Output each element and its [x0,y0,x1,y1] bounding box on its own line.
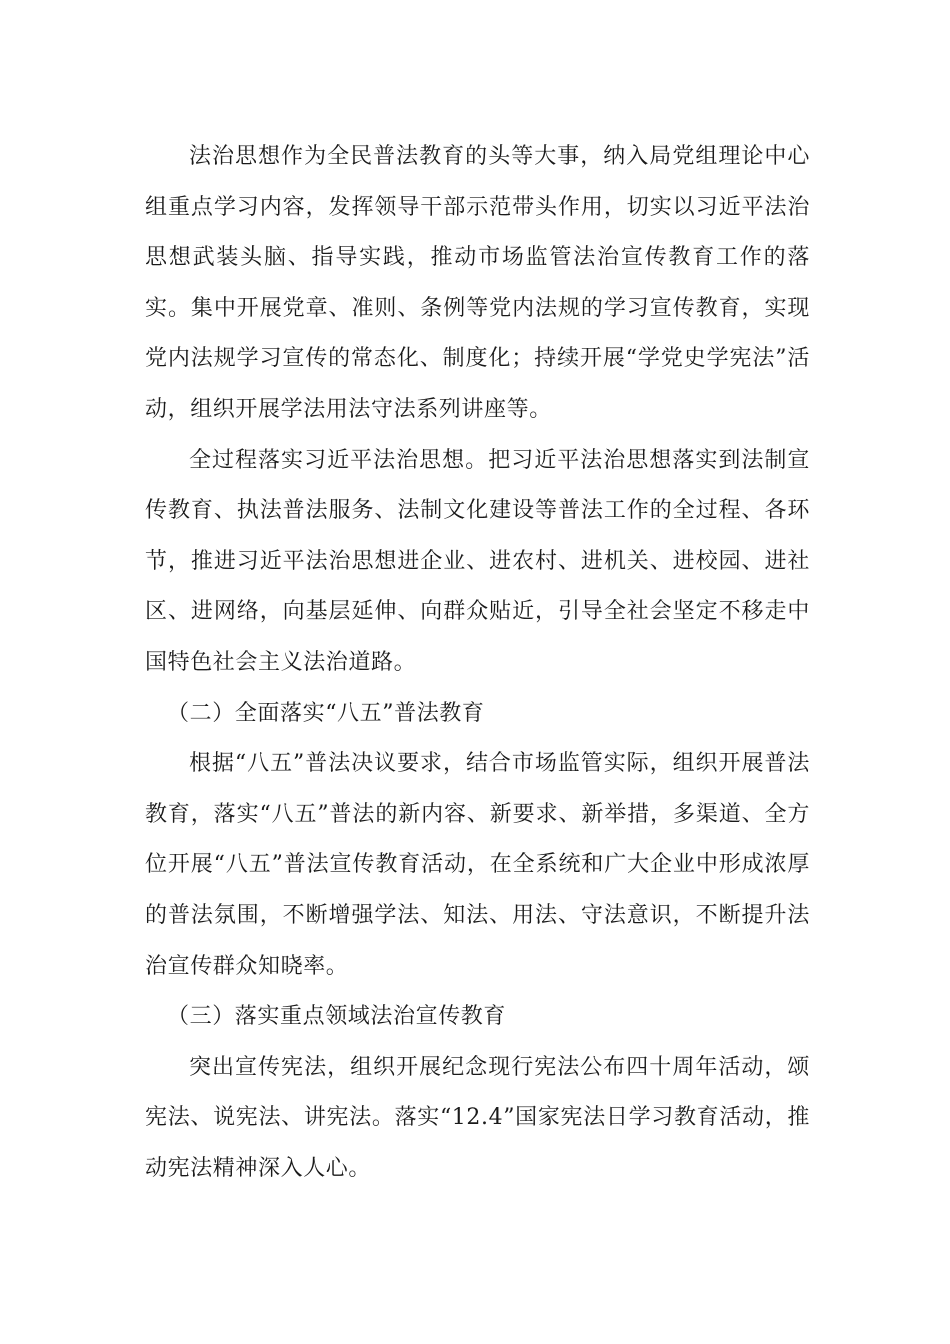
section-heading-3: （三）落实重点领域法治宣传教育 [167,1004,507,1030]
document-body [145,132,810,1194]
paragraph-eighth-five-year: 根据“八五”普法决议要求，结合市场监管实际，组织开展普法教育，落实“八五”普法的新内容、新要求、新举措，多渠道、全方位开展“八五”普法宣传教育活动，在全系统和广大企业中形成浓厚的普法氛围，不断增强学法、知法、用法、守法意识，不断提升法治宣传群众知晓率。 [145,751,810,979]
paragraph-constitution: 突出宣传宪法，组织开展纪念现行宪法公布四十周年活动，颂宪法、说宪法、讲宪法。落实“12.4”国家宪法日学习教育活动，推动宪法精神深入人心。 [145,1054,810,1181]
paragraph-party-regulations: 法治思想作为全民普法教育的头等大事，纳入局党组理论中心组重点学习内容，发挥领导干部示范带头作用，切实以习近平法治思想武装头脑、指导实践，推动市场监管法治宣传教育工作的落实。集中开展党章、准则、条例等党内法规的学习宣传教育，实现党内法规学习宣传的常态化、制度化；持续开展“学党史学宪法”活动，组织开展学法用法守法系列讲座等。 [145,144,810,422]
section-heading-2: （二）全面落实“八五”普法教育 [167,700,485,726]
paragraph-full-process: 全过程落实习近平法治思想。把习近平法治思想落实到法制宣传教育、执法普法服务、法制文化建设等普法工作的全过程、各环节，推进习近平法治思想进企业、进农村、进机关、进校园、进社区、进网络，向基层延伸、向群众贴近，引导全社会坚定不移走中国特色社会主义法治道路。 [145,447,810,675]
